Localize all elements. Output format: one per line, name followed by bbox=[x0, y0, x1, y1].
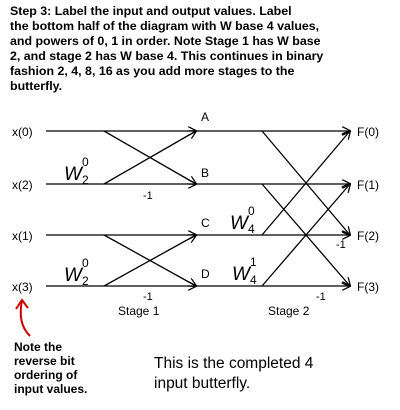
node-label-D: D bbox=[201, 267, 210, 281]
node-label-A: A bbox=[201, 110, 210, 124]
twiddle-base: W bbox=[232, 264, 250, 285]
twiddle-stage1-top bbox=[64, 155, 89, 187]
minus-one-label: -1 bbox=[143, 291, 153, 303]
node-label-C: C bbox=[201, 216, 210, 230]
twiddle-power: 0 bbox=[82, 256, 89, 270]
twiddle-power: 1 bbox=[250, 255, 257, 269]
minus-one-label: -1 bbox=[336, 239, 346, 251]
twiddle-subscript: 2 bbox=[82, 274, 89, 288]
instructions-line: butterfly. bbox=[10, 79, 63, 93]
note-line: input values. bbox=[14, 382, 88, 396]
instructions-line: Step 3: Label the input and output values. Label bbox=[10, 4, 292, 18]
instructions-line: and powers of 0, 1 in order. Note Stage 1 has W base bbox=[10, 34, 321, 48]
note-line: Note the bbox=[14, 340, 62, 354]
input-label-x0: x(0) bbox=[12, 125, 33, 139]
twiddle-subscript: 2 bbox=[82, 173, 89, 187]
instructions-line: the bottom half of the diagram with W base 4 values, bbox=[10, 19, 320, 33]
input-label-x1: x(1) bbox=[12, 229, 33, 243]
stage-label-2: Stage 2 bbox=[268, 304, 310, 318]
node-label-B: B bbox=[201, 166, 210, 180]
twiddle-base: W bbox=[230, 213, 248, 234]
input-label-x2: x(2) bbox=[12, 178, 33, 192]
twiddle-base: W bbox=[64, 265, 82, 286]
output-label-F3: F(3) bbox=[357, 280, 379, 294]
note-line: ordering of bbox=[14, 368, 78, 382]
output-label-F0: F(0) bbox=[357, 125, 379, 139]
reverse-bit-note bbox=[14, 340, 104, 396]
note-line: reverse bit bbox=[14, 354, 75, 368]
output-label-F1: F(1) bbox=[357, 178, 379, 192]
twiddle-stage2-C bbox=[230, 204, 255, 236]
twiddle-base: W bbox=[64, 164, 82, 185]
instructions-line: fashion 2, 4, 8, 16 as you add more stages to the bbox=[10, 64, 295, 78]
caption-text bbox=[154, 354, 394, 394]
caption-line: This is the completed 4 bbox=[154, 355, 314, 372]
twiddle-stage1-bottom bbox=[64, 256, 89, 288]
input-label-x3: x(3) bbox=[12, 280, 33, 294]
instructions-line: 2, and stage 2 has W base 4. This continues in binary bbox=[10, 49, 324, 63]
minus-one-label: -1 bbox=[316, 291, 326, 303]
minus-one-label: -1 bbox=[143, 190, 153, 202]
twiddle-subscript: 4 bbox=[250, 273, 257, 287]
twiddle-stage2-D bbox=[232, 255, 257, 287]
twiddle-power: 0 bbox=[248, 204, 255, 218]
stage-label-1: Stage 1 bbox=[118, 304, 160, 318]
output-label-F2: F(2) bbox=[357, 229, 379, 243]
red-pointer-arrow-icon bbox=[16, 300, 30, 336]
caption-line: input butterfly. bbox=[154, 375, 251, 392]
twiddle-subscript: 4 bbox=[248, 222, 255, 236]
twiddle-power: 0 bbox=[82, 155, 89, 169]
